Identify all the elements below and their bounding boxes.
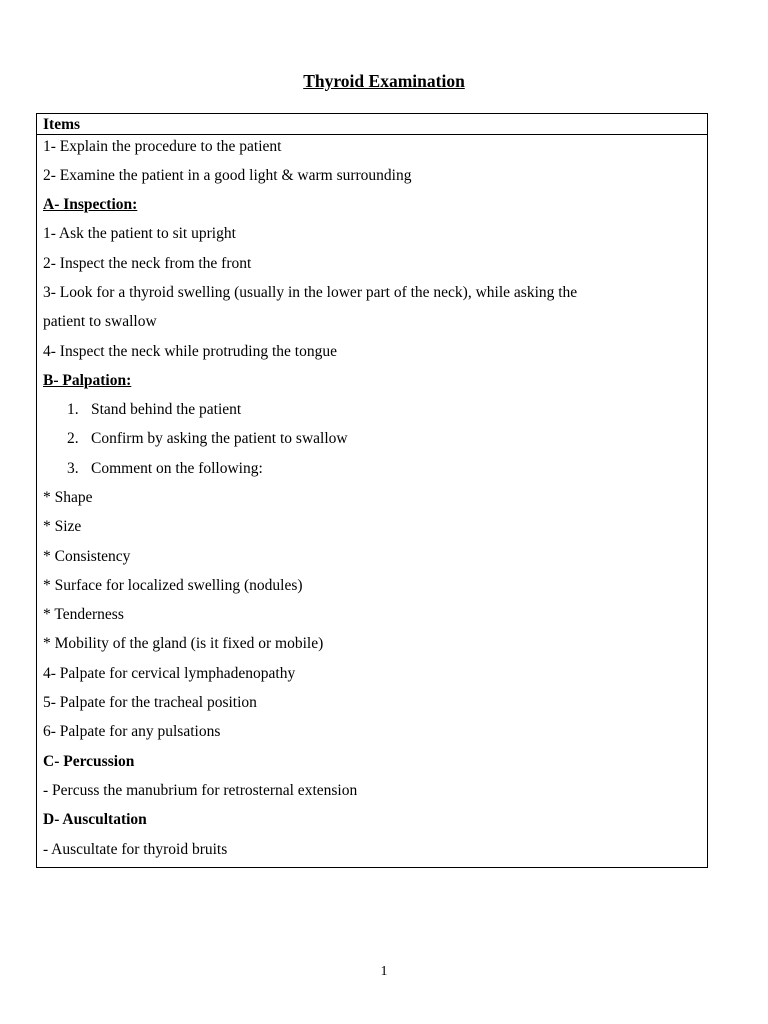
inspection-step-sit-upright: 1- Ask the patient to sit upright (43, 225, 236, 242)
percussion-step-manubrium: - Percuss the manubrium for retrosternal extension (43, 782, 358, 799)
palpation-step-tracheal: 5- Palpate for the tracheal position (43, 694, 257, 711)
items-header-label: Items (43, 116, 81, 133)
palpation-feature-tenderness: * Tenderness (43, 606, 124, 623)
items-header-row (37, 114, 707, 135)
auscultation-step-bruits: - Auscultate for thyroid bruits (43, 841, 228, 858)
section-heading-palpation: B- Palpation: (43, 372, 132, 389)
palpation-list-item (67, 429, 348, 449)
palpation-step-pulsations: 6- Palpate for any pulsations (43, 723, 221, 740)
page-title: Thyroid Examination (303, 71, 465, 91)
inspection-step-look-swelling-cont: patient to swallow (43, 313, 157, 330)
palpation-feature-surface: * Surface for localized swelling (nodules) (43, 577, 303, 594)
palpation-list-item (67, 459, 263, 479)
inspection-step-inspect-front: 2- Inspect the neck from the front (43, 255, 252, 272)
list-item-text: Stand behind the patient (91, 401, 242, 418)
palpation-feature-shape: * Shape (43, 489, 93, 506)
inspection-step-protrude-tongue: 4- Inspect the neck while protruding the tongue (43, 343, 337, 360)
step-explain-procedure: 1- Explain the procedure to the patient (43, 138, 282, 155)
palpation-feature-consistency: * Consistency (43, 548, 131, 565)
inspection-step-look-swelling: 3- Look for a thyroid swelling (usually in the lower part of the neck), while asking the (43, 284, 578, 301)
list-marker: 1. (67, 401, 79, 418)
step-examine-light: 2- Examine the patient in a good light & warm surrounding (43, 167, 412, 184)
section-heading-inspection: A- Inspection: (43, 196, 138, 213)
palpation-feature-mobility: * Mobility of the gland (is it fixed or mobile) (43, 635, 324, 652)
list-marker: 3. (67, 460, 79, 477)
section-heading-auscultation: D- Auscultation (43, 811, 147, 828)
items-table (36, 113, 708, 868)
list-item-text: Confirm by asking the patient to swallow (91, 430, 348, 447)
list-marker: 2. (67, 430, 79, 447)
palpation-list-item (67, 400, 241, 420)
section-heading-percussion: C- Percussion (43, 753, 135, 770)
palpation-step-lymphadenopathy: 4- Palpate for cervical lymphadenopathy (43, 665, 296, 682)
palpation-feature-size: * Size (43, 518, 82, 535)
page-number: 1 (380, 964, 388, 979)
list-item-text: Comment on the following: (91, 460, 263, 477)
